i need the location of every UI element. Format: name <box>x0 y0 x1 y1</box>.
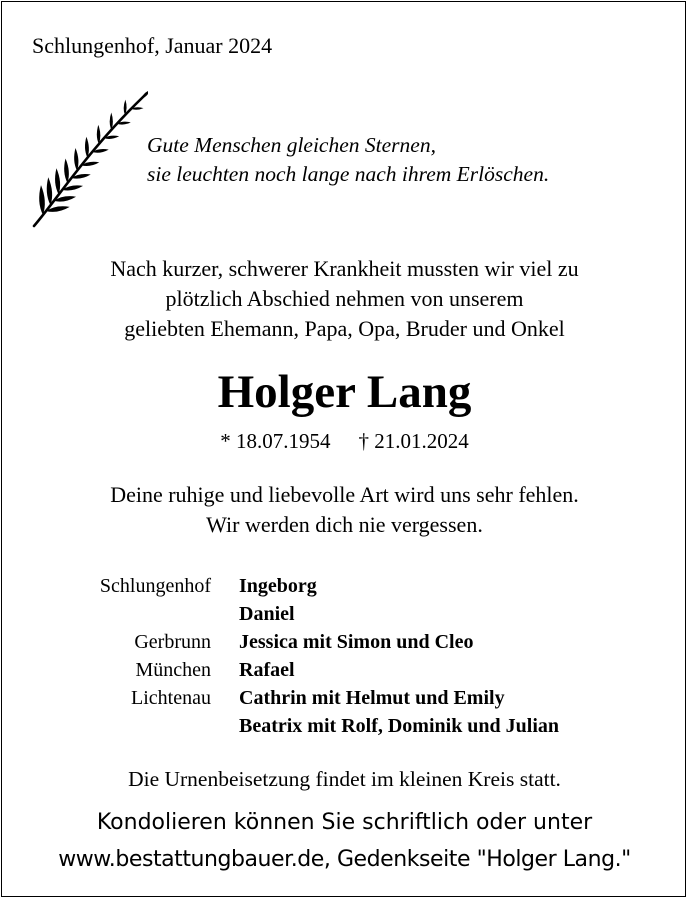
farewell-line-2: Wir werden dich nie vergessen. <box>206 512 483 537</box>
family-place: München <box>135 659 211 681</box>
quote-line-1: Gute Menschen gleichen Sternen, <box>147 133 436 157</box>
obituary-notice <box>1 1 686 897</box>
palm-leaf <box>38 185 45 215</box>
family-names: Jessica mit Simon und Cleo <box>239 631 474 653</box>
birth-date: * 18.07.1954 <box>220 429 331 453</box>
family-names: Rafael <box>239 659 295 681</box>
family-row <box>2 684 687 712</box>
family-names: Cathrin mit Helmut und Emily <box>239 687 505 709</box>
intro-line-1: Nach kurzer, schwerer Krankheit mussten wir viel zu <box>110 256 579 281</box>
family-place: Gerbrunn <box>134 631 211 653</box>
palm-branch-icon <box>28 90 148 232</box>
urn-burial-note: Die Urnenbeisetzung findet im kleinen Kreis statt. <box>128 767 561 791</box>
family-row <box>2 600 687 628</box>
intro-text <box>2 254 687 344</box>
deceased-name: Holger Lang <box>217 366 472 418</box>
family-names: Daniel <box>239 603 295 625</box>
death-date: † 21.01.2024 <box>358 429 469 453</box>
condolence-line-1: Kondolieren können Sie schriftlich oder unter <box>96 810 593 835</box>
quote <box>147 131 549 189</box>
family-names: Beatrix mit Rolf, Dominik und Julian <box>239 715 560 737</box>
condolence-line-2: www.bestattungbauer.de, Gedenkseite "Holger Lang." <box>58 847 631 872</box>
family-row <box>2 712 687 740</box>
condolence-note <box>2 804 687 878</box>
family-row <box>2 628 687 656</box>
place-date: Schlungenhof, Januar 2024 <box>32 33 273 58</box>
family-row <box>2 572 687 600</box>
family-list <box>2 572 687 740</box>
intro-line-3: geliebten Ehemann, Papa, Opa, Bruder und Onkel <box>124 316 565 341</box>
farewell-line-1: Deine ruhige und liebevolle Art wird uns sehr fehlen. <box>110 482 579 507</box>
family-place: Lichtenau <box>131 687 211 709</box>
life-dates <box>2 427 687 455</box>
family-names: Ingeborg <box>239 575 317 597</box>
intro-line-2: plötzlich Abschied nehmen von unserem <box>165 286 524 311</box>
farewell-text <box>2 480 687 540</box>
family-row <box>2 656 687 684</box>
family-place: Schlungenhof <box>99 575 211 597</box>
quote-line-2: sie leuchten noch lange nach ihrem Erlöschen. <box>147 162 550 186</box>
